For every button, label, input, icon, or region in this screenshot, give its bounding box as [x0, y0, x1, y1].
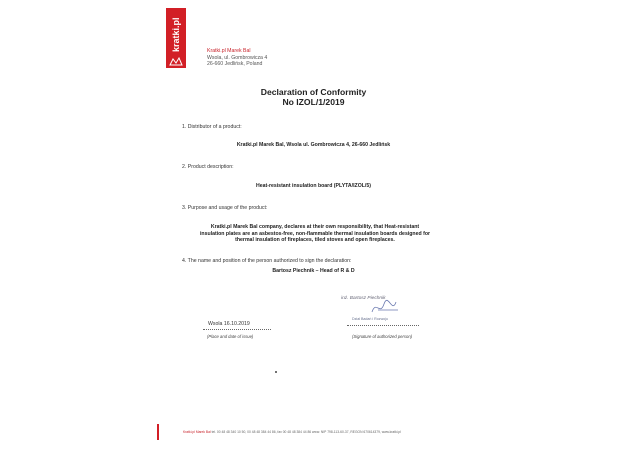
document-number: No IZOL/1/2019 [282, 97, 345, 107]
company-logo [166, 8, 186, 68]
section-2-value: Heat-resistant insulation board (PLYTA/IZOL/5) [255, 183, 371, 189]
footer-accent-bar [157, 424, 159, 440]
section-3-line-2: insulation plates are an asbestos-free, non-flammable thermal insulation boards designed for [199, 230, 431, 237]
place-date-caption: (Place and date of issue) [207, 334, 254, 339]
signature-line [347, 325, 419, 326]
section-3-label: 3. Purpose and usage of the product: [182, 205, 268, 211]
logo-flame-icon [169, 57, 183, 66]
footer-details: tel. 00 48 48 340 10 50, 00 48 48 384 44 86, fax 00 48 48 384 44 86 www. NIP 798-113-60-37, REGON 670614379, www.kratki.pl [211, 430, 401, 434]
place-and-date: Wsola 16.10.2019 [208, 321, 250, 327]
section-1-value: Kratki.pl Marek Bal, Wsola ul. Gombrowicza 4, 26-660 Jedlińsk [236, 142, 391, 148]
footer-contact [183, 430, 401, 434]
section-3-line-3: thermal insulation of fireplaces, tiled stoves and open fireplaces. [235, 237, 395, 244]
signer-stamp-role: Dział Badań i Rozwoju [352, 317, 388, 321]
section-3-text [176, 224, 454, 244]
section-3-line-1: Kratki.pl Marek Bal company, declares at their own responsibility, that Heat-resistant [210, 224, 420, 230]
section-1-label: 1. Distributor of a product: [182, 124, 242, 130]
signer-stamp-name: inż. Bartosz Piechnik [341, 296, 386, 301]
stray-mark [275, 371, 277, 373]
place-date-line [203, 329, 271, 330]
address-line-1: Wsola, ul. Gombrowicza 4 [207, 54, 268, 61]
address-line-2: 26-660 Jedlińsk, Poland [207, 61, 263, 67]
company-name: Kratki.pl Marek Bal [207, 48, 251, 54]
logo-text: kratki.pl [171, 17, 181, 53]
signature-caption: (Signature of authorized person) [352, 334, 413, 339]
footer-brand: Kratki.pl Marek Bal [183, 430, 211, 434]
company-address-block [207, 48, 267, 68]
document-title: Declaration of Conformity [260, 87, 367, 97]
section-2-label: 2. Product description: [182, 164, 234, 170]
section-4-label: 4. The name and position of the person authorized to sign the declaration: [182, 258, 352, 264]
section-4-value: Bartosz Piechnik – Head of R & D [272, 268, 355, 274]
